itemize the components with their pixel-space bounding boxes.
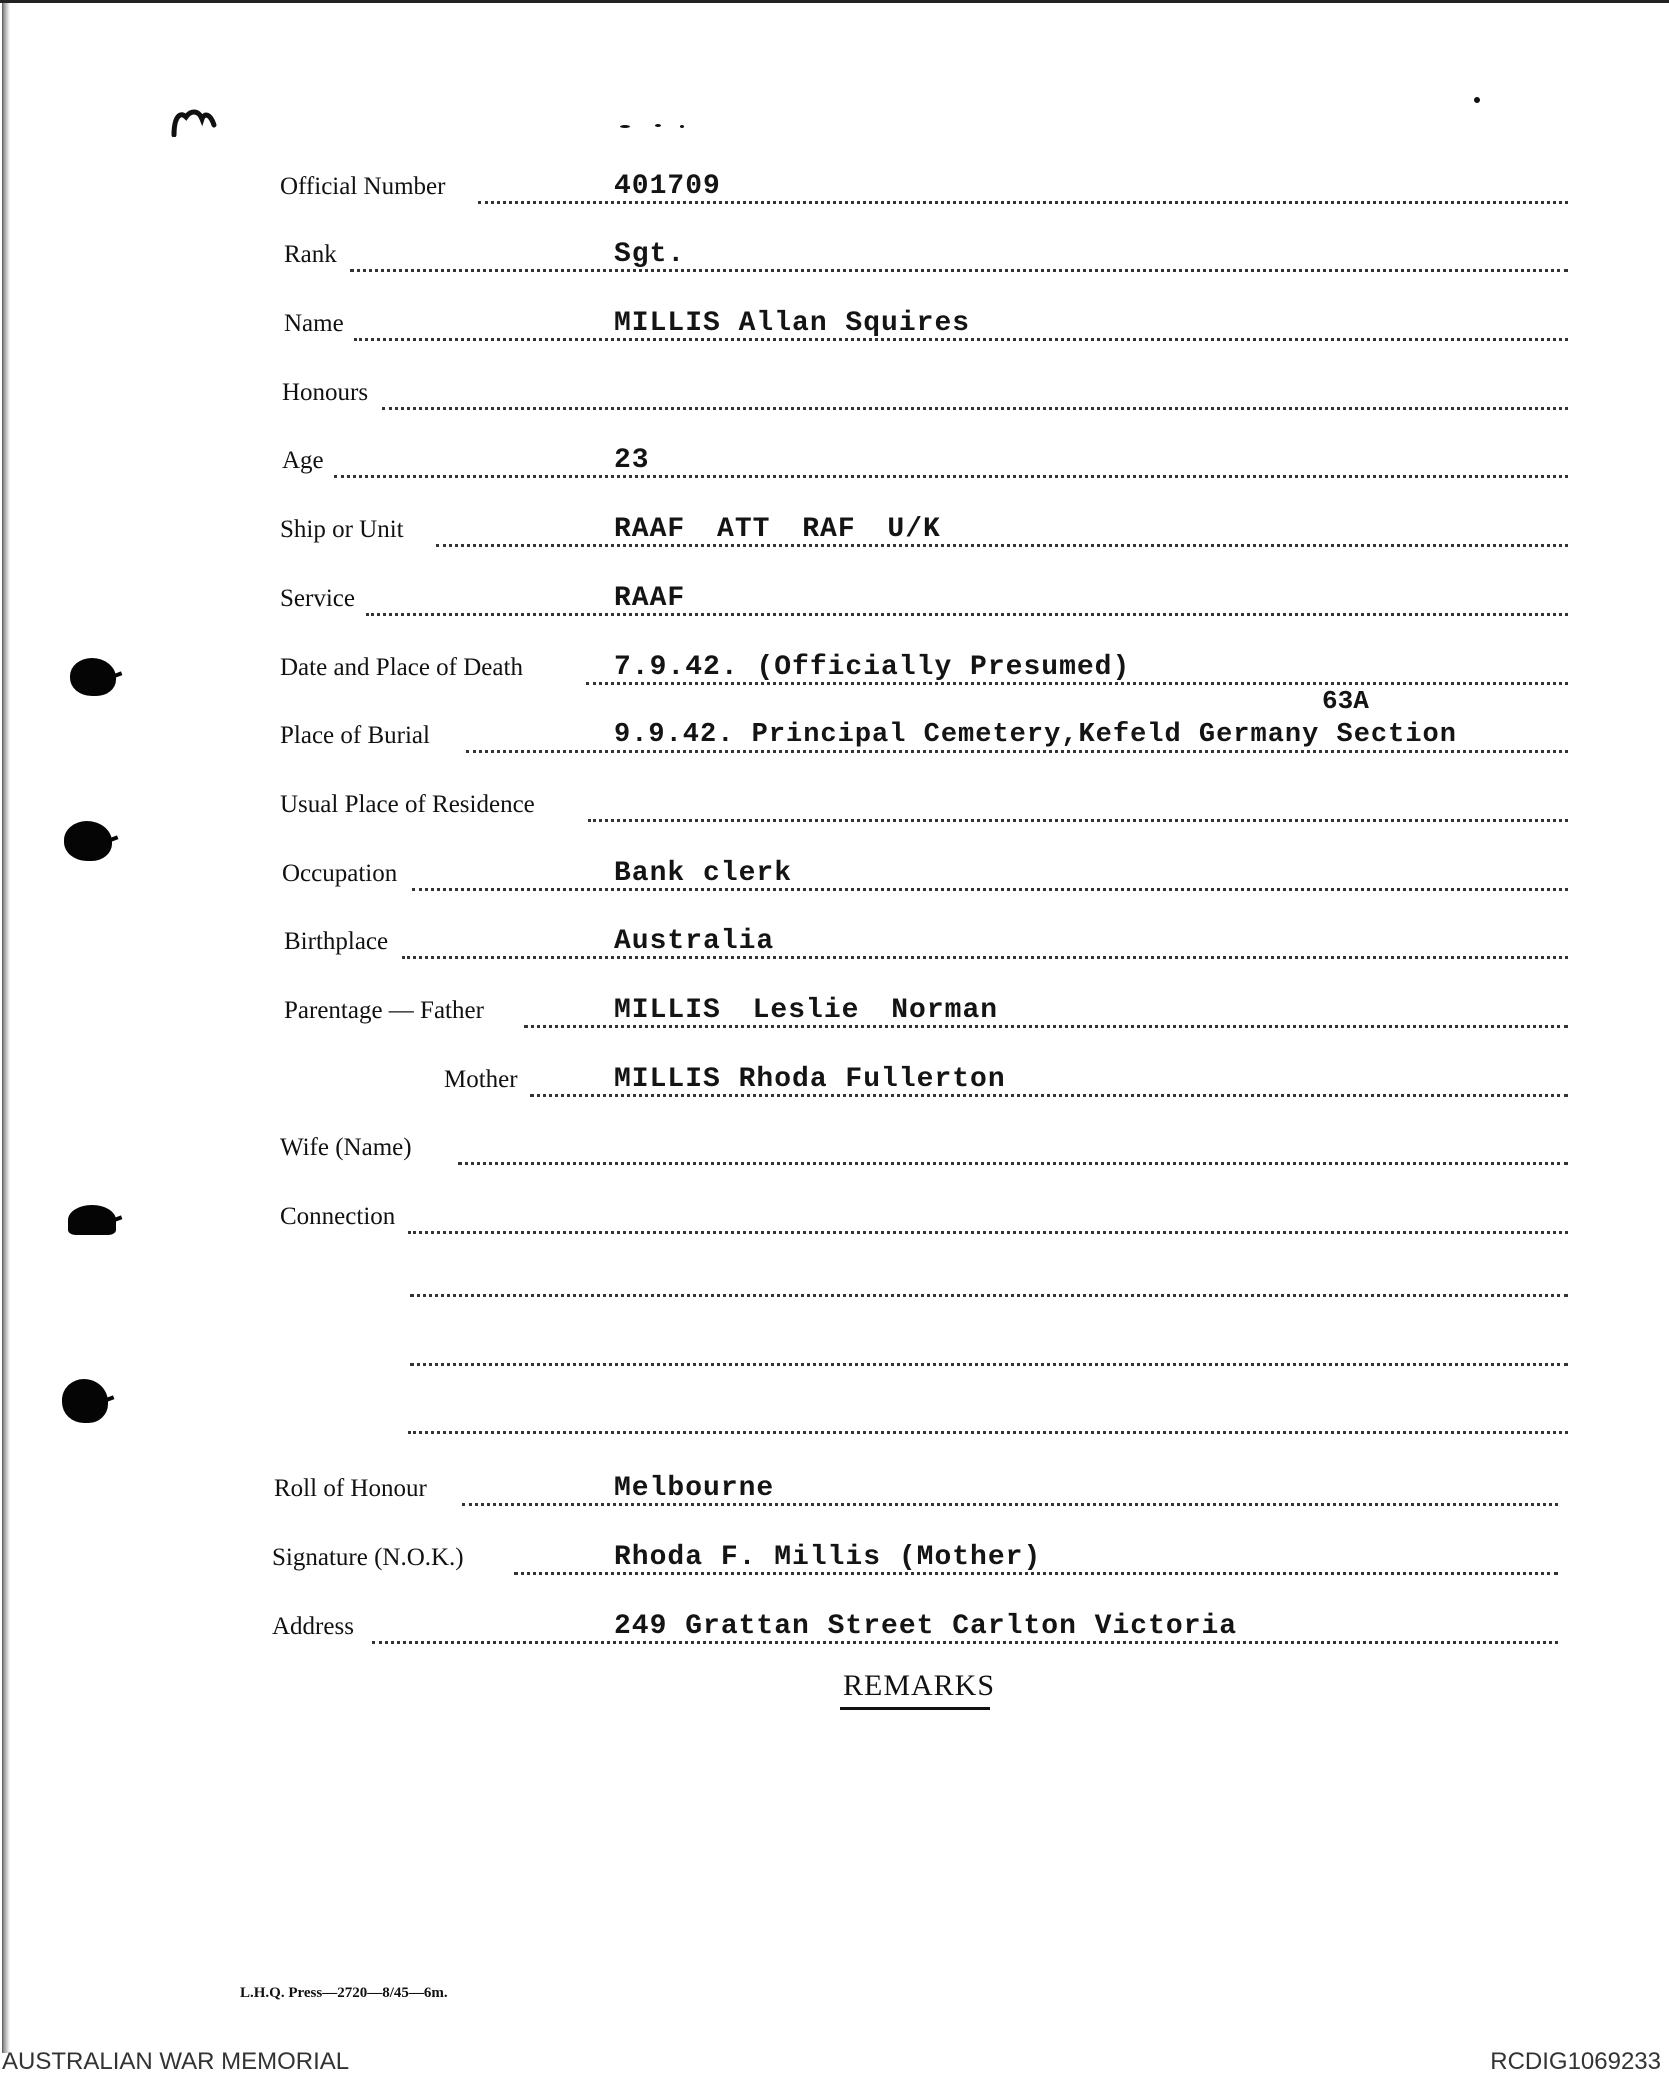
punch-hole [64, 821, 112, 861]
watermark-left: AUSTRALIAN WAR MEMORIAL [2, 2048, 350, 2075]
printer-imprint: L.H.Q. Press—2720—8/45—6m. [240, 1985, 448, 2001]
field-label: Birthplace [284, 928, 389, 955]
corner-mark-icon [170, 107, 218, 137]
field-value: 7.9.42. (Officially Presumed) [614, 652, 1131, 683]
speck [1474, 97, 1480, 103]
dotted-line [334, 475, 1568, 478]
field-value: MILLIS Leslie Norman [614, 995, 999, 1026]
field-label: Rank [284, 241, 337, 268]
field-label: Service [280, 585, 355, 612]
field-value: Rhoda F. Millis (Mother) [614, 1542, 1042, 1573]
field-label: Wife (Name) [280, 1134, 412, 1161]
dotted-line [588, 819, 1568, 822]
dotted-line [402, 956, 1568, 959]
field-label: Place of Burial [280, 722, 430, 749]
dotted-line [410, 1363, 1568, 1366]
dotted-line [408, 1431, 1568, 1434]
field-label: Roll of Honour [274, 1475, 427, 1502]
burial-annotation: 63A [1322, 686, 1369, 716]
remarks-heading: REMARKS [843, 1669, 996, 1702]
field-label: Mother [444, 1066, 518, 1093]
field-value: RAAF [614, 583, 686, 614]
field-label: Name [284, 310, 344, 337]
field-value: 401709 [614, 171, 721, 202]
field-label: Honours [282, 379, 369, 406]
field-value: Sgt. [614, 239, 686, 270]
field-value: Australia [614, 926, 775, 957]
field-label: Date and Place of Death [280, 654, 523, 681]
punch-hole [70, 658, 116, 696]
dotted-line [466, 750, 1568, 753]
field-value: Melbourne [614, 1473, 775, 1504]
field-value: Bank clerk [614, 858, 793, 889]
field-label: Official Number [280, 173, 446, 200]
dotted-line [408, 1231, 1568, 1234]
field-label: Address [272, 1613, 354, 1640]
dotted-line [458, 1162, 1568, 1165]
field-label: Usual Place of Residence [280, 791, 535, 818]
dotted-line [410, 1294, 1568, 1297]
dotted-line [350, 269, 1568, 272]
watermark-right: RCDIG1069233 [1490, 2048, 1661, 2075]
scan-edge [2, 3, 10, 2053]
punch-hole [68, 1205, 116, 1235]
dotted-line [366, 613, 1568, 616]
dotted-line [412, 888, 1568, 891]
field-label: Signature (N.O.K.) [272, 1544, 464, 1571]
field-value: 9.9.42. Principal Cemetery,Kefeld Germany Section [614, 720, 1457, 750]
field-label: Parentage — Father [284, 997, 484, 1024]
field-label: Ship or Unit [280, 516, 404, 543]
field-value: 249 Grattan Street Carlton Victoria [614, 1611, 1238, 1642]
punch-hole [62, 1379, 108, 1423]
field-value: RAAF ATT RAF U/K [614, 514, 941, 545]
field-value: MILLIS Allan Squires [614, 308, 971, 339]
speck [680, 125, 684, 128]
field-value: 23 [614, 445, 650, 476]
field-value: MILLIS Rhoda Fullerton [614, 1064, 1006, 1095]
field-label: Connection [280, 1203, 396, 1230]
dotted-line [382, 407, 1568, 410]
speck [655, 124, 661, 127]
field-label: Age [282, 447, 324, 474]
dotted-line [436, 544, 1568, 547]
speck [620, 125, 630, 128]
field-label: Occupation [282, 860, 398, 887]
remarks-underline [840, 1707, 990, 1710]
